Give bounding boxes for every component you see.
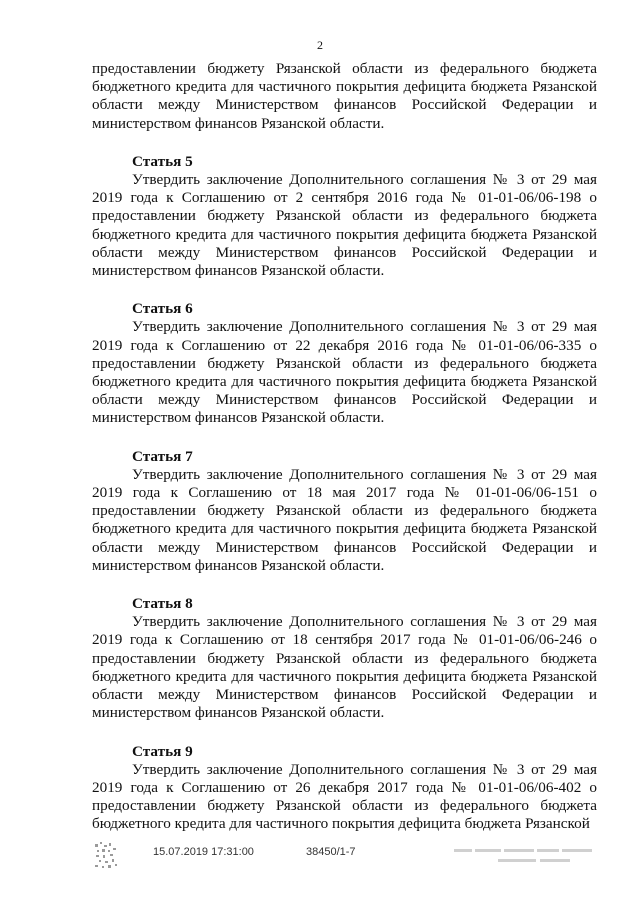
registration-footer <box>0 846 640 886</box>
article-text: Утвердить заключение Дополнительного соглашения № 3 от 29 мая 2019 года к Соглашению от 18 сентября 2017 года № 01-01-06/06-246 о предоставлении бюджету Рязанской области из федерального бюджета бюджетного кредита для частичного покрытия дефицита бюджета Рязанской области между Министерством финансов Российской Федерации и министерством финансов Рязанской области. <box>92 613 597 722</box>
article-8 <box>92 595 597 722</box>
registration-stamp-icon <box>93 840 121 872</box>
article-title: Статья 8 <box>132 595 193 613</box>
faint-watermark-icon <box>450 846 600 868</box>
article-7 <box>92 448 597 575</box>
article-text: Утвердить заключение Дополнительного соглашения № 3 от 29 мая 2019 года к Соглашению от 26 декабря 2017 года № 01-01-06/06-402 о предоставлении бюджету Рязанской области из федерального бюджета бюджетного кредита для частичного покрытия дефицита бюджета Рязанской <box>92 760 597 833</box>
document-body <box>92 60 597 834</box>
article-title: Статья 7 <box>132 447 193 465</box>
article-text: Утвердить заключение Дополнительного соглашения № 3 от 29 мая 2019 года к Соглашению от 18 мая 2017 года № 01-01-06/06-151 о предоставлении бюджету Рязанской области из федерального бюджета бюджетного кредита для частичного покрытия дефицита бюджета Рязанской области между Министерством финансов Российской Федерации и министерством финансов Рязанской области. <box>92 465 597 574</box>
intro-paragraph: предоставлении бюджету Рязанской области из федерального бюджета бюджетного кредита для частичного покрытия дефицита бюджета Рязанской области между Министерством финансов Российской Федерации и министерством финансов Рязанской области. <box>92 60 597 132</box>
article-text: Утвердить заключение Дополнительного соглашения № 3 от 29 мая 2019 года к Соглашению от 22 декабря 2016 года № 01-01-06/06-335 о предоставлении бюджету Рязанской области из федерального бюджета бюджетного кредита для частичного покрытия дефицита бюджета Рязанской области между Министерством финансов Российской Федерации и министерством финансов Рязанской области. <box>92 318 597 427</box>
article-6 <box>92 300 597 427</box>
registration-datetime: 15.07.2019 17:31:00 <box>153 846 254 858</box>
article-title: Статья 6 <box>132 300 193 318</box>
article-title: Статья 9 <box>132 742 193 760</box>
article-title: Статья 5 <box>132 152 193 170</box>
page-number: 2 <box>317 38 323 52</box>
registration-number: 38450/1-7 <box>306 846 356 858</box>
article-9 <box>92 743 597 834</box>
article-5 <box>92 153 597 280</box>
article-text: Утвердить заключение Дополнительного соглашения № 3 от 29 мая 2019 года к Соглашению от 2 сентября 2016 года № 01-01-06/06-198 о предоставлении бюджету Рязанской области из федерального бюджета бюджетного кредита для частичного покрытия дефицита бюджета Рязанской области между Министерством финансов Российской Федерации и министерством финансов Рязанской области. <box>92 171 597 280</box>
